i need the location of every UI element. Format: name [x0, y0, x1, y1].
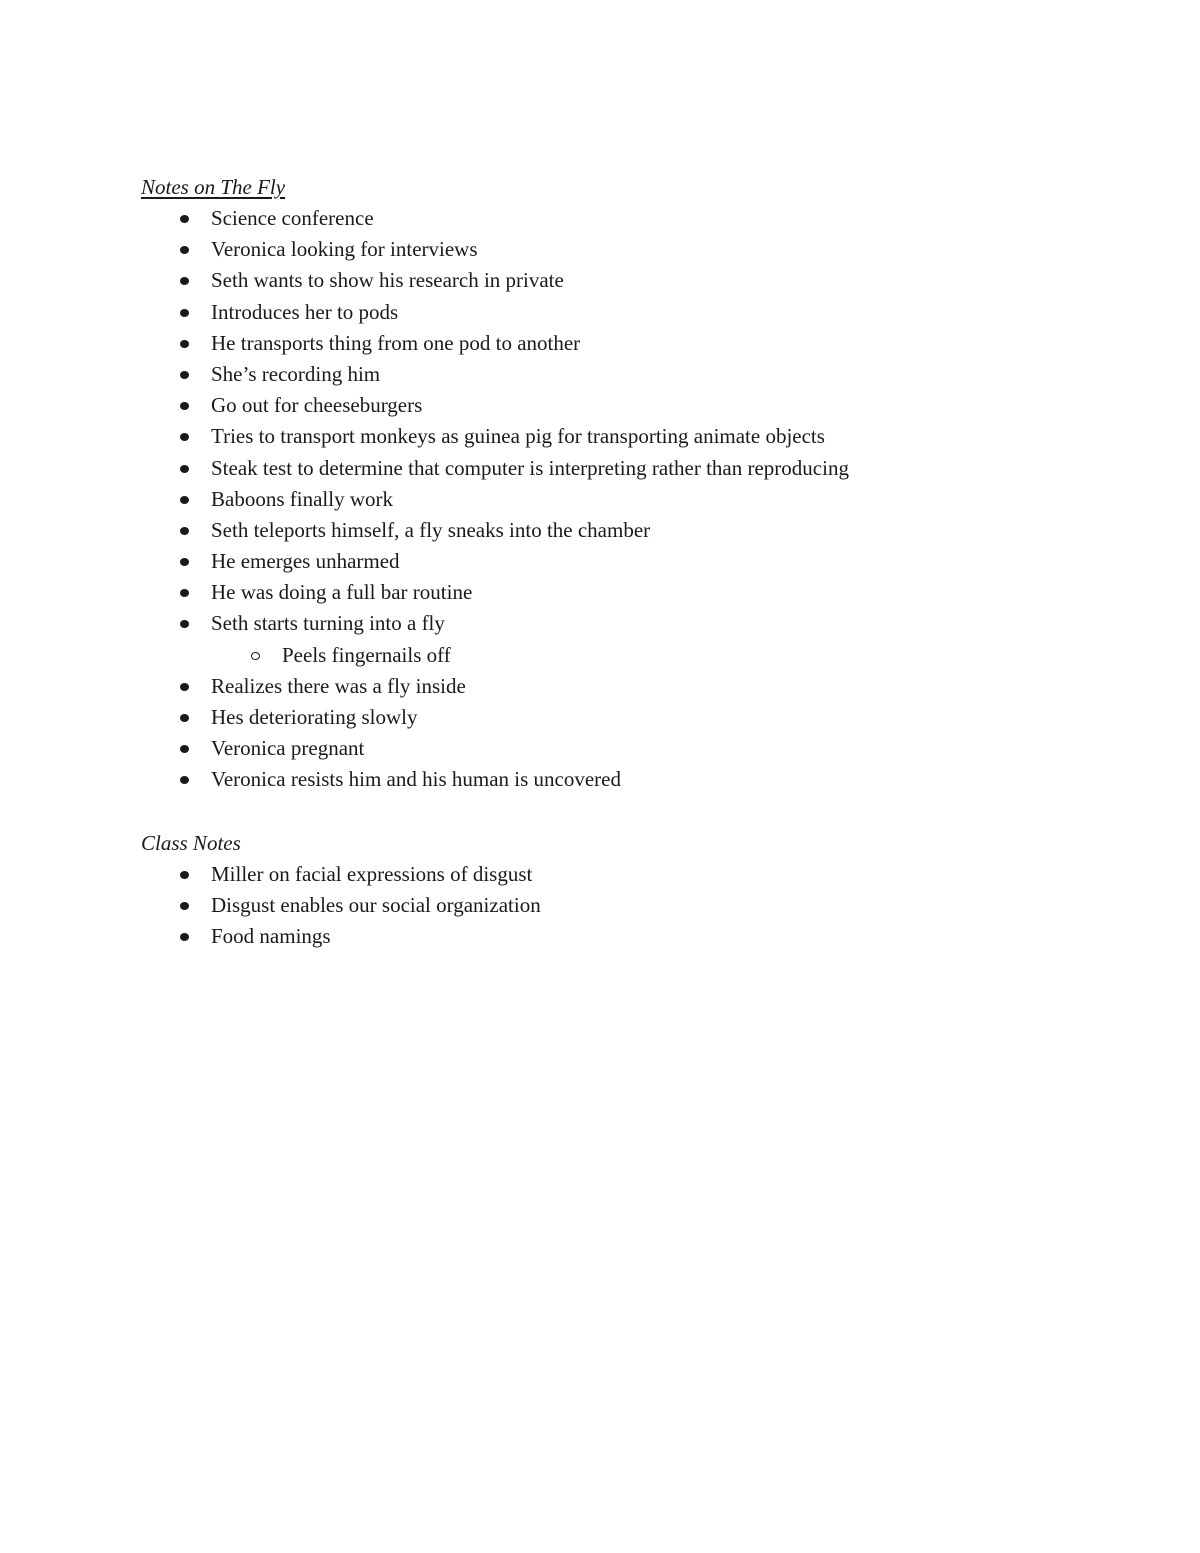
list-item-text: Veronica resists him and his human is uncovered	[211, 767, 621, 792]
bullet-icon	[180, 745, 189, 753]
list-item-text: Veronica pregnant	[211, 736, 365, 761]
bullet-icon	[180, 683, 189, 691]
bullet-icon	[180, 902, 189, 910]
list-item-text: Steak test to determine that computer is interpreting rather than reproducing	[211, 455, 849, 480]
sub-list-item	[141, 640, 1121, 671]
bullet-icon	[180, 277, 189, 285]
bullet-icon	[180, 589, 189, 597]
list-item-text: Science conference	[211, 206, 374, 230]
bullet-list	[141, 859, 1121, 953]
section-heading: Notes on The Fly	[141, 175, 286, 199]
list-item	[141, 764, 1121, 795]
hollow-bullet-icon	[251, 652, 260, 660]
bullet-icon	[180, 714, 189, 722]
list-item	[141, 484, 1121, 515]
bullet-icon	[180, 558, 189, 566]
list-item-text: He transports thing from one pod to another	[211, 330, 581, 355]
list-item-text: Hes deteriorating slowly	[211, 705, 418, 729]
bullet-icon	[180, 465, 189, 473]
list-item	[141, 733, 1121, 764]
bullet-icon	[180, 620, 189, 628]
bullet-icon	[180, 340, 189, 348]
list-item	[141, 608, 1121, 639]
list-item	[141, 515, 1121, 546]
notes-on-the-fly-section	[141, 172, 1121, 796]
bullet-icon	[180, 527, 189, 535]
bullet-icon	[180, 402, 189, 410]
list-item-text: Disgust enables our social organization	[211, 893, 541, 918]
bullet-icon	[180, 496, 189, 504]
list-item	[141, 702, 1121, 733]
list-item	[141, 890, 1121, 921]
list-item	[141, 203, 1121, 234]
bullet-icon	[180, 246, 189, 254]
list-item	[141, 390, 1121, 421]
list-item	[141, 359, 1121, 390]
list-item	[141, 234, 1121, 265]
bullet-icon	[180, 933, 189, 941]
bullet-icon	[180, 776, 189, 784]
list-item	[141, 421, 1121, 452]
bullet-icon	[180, 309, 189, 317]
list-item-text: Baboons finally work	[211, 486, 393, 511]
list-item	[141, 577, 1121, 608]
bullet-icon	[180, 433, 189, 441]
list-item-text: Food namings	[211, 924, 331, 949]
bullet-icon	[180, 371, 189, 379]
list-item	[141, 297, 1121, 328]
list-item	[141, 671, 1121, 702]
list-item-text: Seth teleports himself, a fly sneaks into the chamber	[211, 517, 651, 542]
list-item-text: Go out for cheeseburgers	[211, 393, 423, 418]
bullet-icon	[180, 871, 189, 879]
bullet-list	[141, 203, 1121, 796]
list-item-text: Peels fingernails off	[282, 642, 451, 667]
list-item	[141, 265, 1121, 296]
list-item-text: Seth wants to show his research in private	[211, 268, 564, 293]
list-item	[141, 546, 1121, 577]
list-item	[141, 859, 1121, 890]
list-item	[141, 328, 1121, 359]
list-item-text: Veronica looking for interviews	[211, 237, 478, 262]
list-item-text: He emerges unharmed	[211, 549, 400, 574]
section-heading: Class Notes	[141, 831, 241, 855]
list-item-text: Miller on facial expressions of disgust	[211, 862, 533, 886]
list-item-text: Introduces her to pods	[211, 299, 399, 324]
list-item	[141, 453, 1121, 484]
list-item-text: Tries to transport monkeys as guinea pig for transporting animate objects	[211, 424, 825, 449]
list-item-text: Realizes there was a fly inside	[211, 673, 466, 698]
list-item	[141, 921, 1121, 952]
bullet-icon	[180, 215, 189, 223]
list-item-text: Seth starts turning into a fly	[211, 611, 445, 636]
class-notes-section	[141, 828, 1121, 953]
list-item-text: She’s recording him	[211, 361, 381, 386]
list-item-text: He was doing a full bar routine	[211, 580, 473, 605]
